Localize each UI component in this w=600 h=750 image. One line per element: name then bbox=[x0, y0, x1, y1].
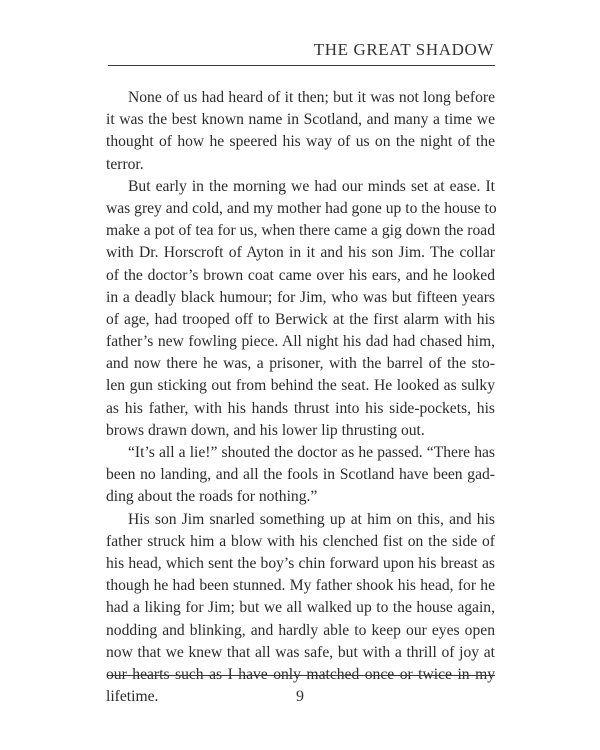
text-line: father struck him a blow with his clenched fist on the side of bbox=[106, 532, 495, 550]
text-line: nodding and blinking, and hardly able to keep our eyes open bbox=[106, 621, 495, 639]
footer-rule bbox=[108, 675, 495, 676]
text-line: len gun sticking out from behind the seat. He looked as sulky bbox=[106, 377, 495, 395]
text-line: of age, had trooped off to Berwick at the first alarm with his bbox=[106, 310, 495, 328]
text-line: our hearts such as I have only matched once or twice in my bbox=[106, 665, 495, 683]
text-line: in a deadly black humour; for Jim, who was but fifteen years bbox=[106, 288, 495, 306]
text-line: father’s new fowling piece. All night his dad had chased him, bbox=[106, 333, 495, 351]
text-line: been no landing, and all the fools in Scotland have been gad- bbox=[106, 466, 495, 484]
header-rule bbox=[108, 65, 495, 66]
text-line: terror. bbox=[106, 155, 144, 173]
text-line: though he had been stunned. My father shook his head, for he bbox=[106, 577, 495, 595]
running-head: THE GREAT SHADOW bbox=[313, 40, 494, 59]
text-line: it was the best known name in Scotland, and many a time we bbox=[106, 111, 495, 129]
page-number: 9 bbox=[296, 688, 304, 705]
text-line: His son Jim snarled something up at him on this, and his bbox=[128, 510, 495, 528]
text-line: thought of how he speered his way of us on the night of the bbox=[106, 133, 495, 151]
text-line: make a pot of tea for us, when there came a gig down the road bbox=[106, 222, 495, 240]
text-line: with Dr. Horscroft of Ayton in it and his son Jim. The collar bbox=[106, 244, 495, 262]
text-line: lifetime. bbox=[106, 688, 159, 706]
text-line: ding about the roads for nothing.” bbox=[106, 488, 318, 506]
text-line: now that we knew that all was safe, but with a thrill of joy at bbox=[106, 643, 495, 661]
text-line: had a liking for Jim; but we all walked up to the house again, bbox=[106, 599, 495, 617]
text-line: brows drawn down, and his lower lip thrusting out. bbox=[106, 421, 425, 439]
text-line: and now there he was, a prisoner, with the barrel of the sto- bbox=[106, 355, 495, 373]
text-line: his head, which sent the boy’s chin forward upon his breast as bbox=[106, 554, 495, 572]
body-text bbox=[106, 87, 495, 708]
text-line: of the doctor’s brown coat came over his ears, and he looked bbox=[106, 266, 495, 284]
text-line: But early in the morning we had our minds set at ease. It bbox=[128, 177, 495, 195]
text-line: as his father, with his hands thrust into his side-pockets, his bbox=[106, 399, 495, 417]
text-line: was grey and cold, and my mother had gone up to the house to bbox=[106, 199, 497, 217]
text-line: “It’s all a lie!” shouted the doctor as he passed. “There has bbox=[128, 444, 495, 461]
text-line: None of us had heard of it then; but it was not long before bbox=[128, 89, 495, 106]
